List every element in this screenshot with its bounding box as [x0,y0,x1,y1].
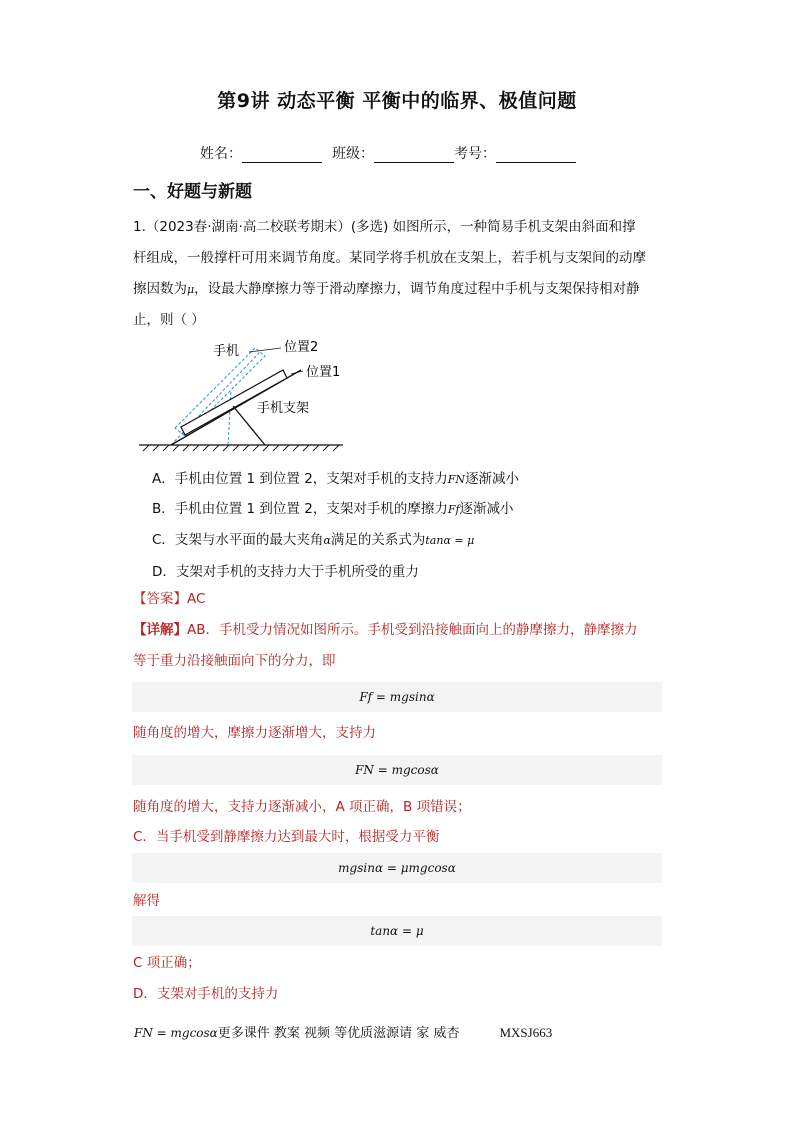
footer-text: 更多课件 教案 视频 等优质滋源请 家 威杏 [217,1026,460,1041]
class-blank [374,146,454,163]
position-2-label: 位置2 [284,340,319,355]
formula-tan: tanα = μ [132,916,662,946]
pos1-leader [291,371,303,374]
answer-label: 【答案】AC [133,591,206,607]
detail-text-4: C．当手机受到静摩擦力达到最大时，根据受力平衡 [133,829,440,845]
option-c-mid: 满足的关系式为 [330,532,426,548]
stand-label: 手机支架 [257,401,310,416]
exam-blank [496,146,576,163]
option-b [152,497,514,517]
option-c-formula: tanα = μ [425,534,475,547]
formula-friction: Ff = mgsinα [132,682,662,712]
option-b-text: B．手机由位置 1 到位置 2，支架对手机的摩擦力 [152,501,448,517]
class-label: 班级： [332,146,374,162]
option-a [152,467,519,487]
option-c [152,528,474,548]
formula-normal: FN = mgcosα [132,755,662,785]
option-b-tail: 逐渐减小 [459,501,514,517]
question-line-2: 杆组成，一般撑杆可用来调节角度。某同学将手机放在支架上，若手机与支架间的动摩 [133,250,646,266]
option-a-symbol: FN [447,473,466,486]
section-heading: 一、好题与新题 [133,182,252,202]
question-line-3b: ，设最大静摩擦力等于滑动摩擦力，调节角度过程中手机与支架保持相对静 [194,281,640,297]
detail-text-6: C 项正确； [133,955,201,971]
detail-line-2: 等于重力沿接触面向下的分力，即 [133,653,336,669]
mu-symbol: μ [187,283,195,296]
phone-label: 手机 [213,344,240,359]
detail-text-3: 随角度的增大，支持力逐渐减小，A 项正确，B 项错误； [133,799,471,815]
ground-hatching [143,445,339,451]
student-info-fields [200,143,576,163]
footer-formula: FN = mgcosα [134,1026,218,1040]
answer-detail [133,615,663,677]
question-stem [133,212,663,336]
option-c-text: C．支架与水平面的最大夹角 [152,532,324,548]
footer-line [134,1022,552,1041]
name-blank [242,146,322,163]
question-line-1: 1.（2023春·湖南·高二校联考期末）(多选) 如图所示，一种简易手机支架由斜面和撑 [133,219,636,235]
detail-text-5: 解得 [133,893,160,909]
option-a-text: A．手机由位置 1 到位置 2，支架对手机的支持力 [152,471,448,487]
position-1-label: 位置1 [306,365,341,380]
detail-line-1 [133,615,663,646]
question-line-3a: 擦因数为 [133,281,187,297]
exam-label: 考号： [454,146,496,162]
detail-line-1-text: AB．手机受力情况如图所示。手机受到沿接触面向上的静摩擦力，静摩擦力 [187,622,638,638]
detail-label: 【详解】 [133,622,187,638]
name-label: 姓名： [200,146,242,162]
page-title: 第9讲 动态平衡 平衡中的临界、极值问题 [217,90,577,112]
phone-stand-figure [133,334,363,454]
detail-text-7: D．支架对手机的支持力 [133,986,279,1002]
option-d: D．支架对手机的支持力大于手机所受的重力 [152,564,419,580]
question-line-4: 止，则（ ） [133,312,205,328]
formula-max-static: mgsinα = μmgcosα [132,853,662,883]
option-a-tail: 逐渐减小 [465,471,520,487]
footer-code: MXSJ663 [499,1025,553,1040]
question-line-3 [133,274,663,305]
detail-text-2: 随角度的增大，摩擦力逐渐增大，支持力 [133,725,376,741]
option-b-symbol: Ff [447,503,460,516]
option-c-alpha: α [323,534,331,547]
